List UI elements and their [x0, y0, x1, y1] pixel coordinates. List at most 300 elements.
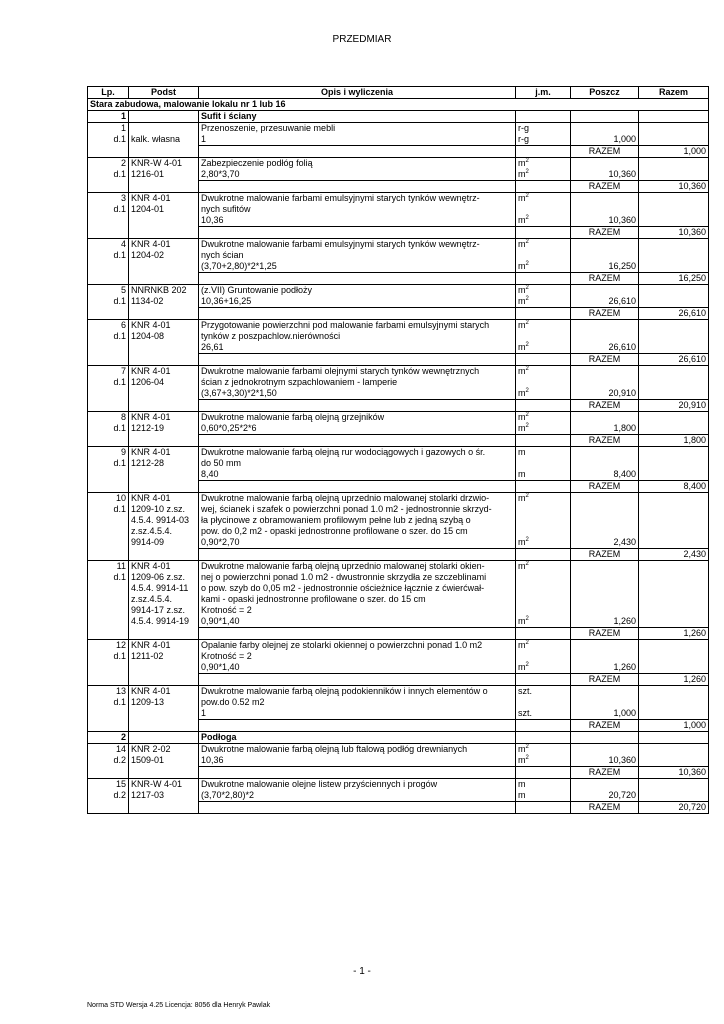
razem-label: RAZEM: [571, 435, 639, 447]
item-description: [199, 561, 516, 628]
item-poszcz: [571, 412, 639, 435]
spacer: [573, 583, 636, 594]
item-lp: 7 d.1: [88, 366, 129, 412]
item-razem-value: 10,360: [639, 227, 709, 239]
section-row: [88, 99, 709, 111]
header-podst: Podst: [129, 87, 199, 99]
item-description-text: Dwukrotne malowanie farbą olejną uprzednio malowanej stolarki drzwio- wej, ścianek i szafek o powierzchni ponad 1.0 m2 - jednostronnie skrzyd- ła płycinowe z obramowaniem profilowym pełne lub z jedną szybą o pow. do 0,2 m2 - opaski jednostronne profilowane o szer. do 15 cm: [201, 493, 492, 536]
item-description-text: Przenoszenie, przesuwanie mebli: [201, 123, 336, 133]
page-number: - 1 -: [353, 966, 371, 977]
item-unit-calc: $m^2$: [518, 423, 529, 433]
item-unit: [516, 493, 571, 549]
item-description-text: Dwukrotne malowanie farbą olejną podokienników i innych elementów o pow.do 0.52 m2: [201, 686, 488, 707]
group-row: [88, 111, 709, 123]
item-razem-empty: [639, 366, 709, 400]
item-poszcz-value: 1,260: [613, 662, 636, 672]
spacer: [518, 526, 568, 537]
item-razem-empty: [639, 158, 709, 181]
item-unit-top: $m^2$: [518, 640, 529, 650]
spacer: [573, 572, 636, 583]
total-empty: [199, 146, 516, 158]
item-unit: [516, 193, 571, 227]
item-row: [88, 320, 709, 354]
group-empty: [516, 111, 571, 123]
item-description: [199, 123, 516, 146]
document-title: PRZEDMIAR: [332, 34, 392, 45]
total-empty: [199, 273, 516, 285]
spacer: [518, 377, 568, 388]
spacer: [518, 504, 568, 515]
razem-label: RAZEM: [571, 481, 639, 493]
spacer: [573, 204, 636, 215]
item-podstawa: KNR 4-01 1209-10 z.sz. 4.5.4. 9914-03 z.sz.4.5.4. 9914-09: [129, 493, 199, 561]
spacer: [518, 651, 568, 662]
total-empty: [516, 481, 571, 493]
item-lp: 5 d.1: [88, 285, 129, 320]
spacer: [573, 651, 636, 662]
item-poszcz-value: 16,250: [608, 261, 636, 271]
footer-license: Norma STD Wersja 4.25 Licencja: 8056 dla Henryk Pawlak: [87, 1002, 271, 1009]
item-description: [199, 447, 516, 481]
item-razem-value: 16,250: [639, 273, 709, 285]
item-unit-top: m: [518, 447, 526, 457]
item-razem-value: 1,260: [639, 628, 709, 640]
item-razem-value: 10,360: [639, 181, 709, 193]
total-empty: [516, 146, 571, 158]
cost-estimate-table: [87, 86, 709, 814]
item-unit-calc: m: [518, 469, 526, 479]
item-calculation: 8,40: [201, 469, 219, 479]
item-description: [199, 493, 516, 549]
item-poszcz: [571, 447, 639, 481]
total-empty: [516, 181, 571, 193]
spacer: [573, 561, 636, 572]
item-lp: 8 d.1: [88, 412, 129, 447]
item-description: [199, 744, 516, 767]
item-razem-value: 1,800: [639, 435, 709, 447]
item-unit: [516, 123, 571, 146]
item-unit-calc: $m^2$: [518, 662, 529, 672]
item-poszcz: [571, 686, 639, 720]
item-poszcz: [571, 239, 639, 273]
item-description: [199, 285, 516, 308]
item-poszcz: [571, 285, 639, 308]
item-razem-empty: [639, 779, 709, 802]
item-calculation: 0,90*2,70: [201, 537, 240, 547]
razem-label: RAZEM: [571, 308, 639, 320]
total-empty: [199, 435, 516, 447]
item-unit: [516, 561, 571, 628]
item-unit-calc: $m^2$: [518, 261, 529, 271]
item-unit-calc: $m^2$: [518, 537, 529, 547]
total-empty: [199, 308, 516, 320]
spacer: [573, 515, 636, 526]
spacer: [573, 320, 636, 331]
item-calculation: 0,90*1,40: [201, 662, 240, 672]
total-empty: [516, 628, 571, 640]
spacer: [518, 331, 568, 342]
item-razem-value: 8,400: [639, 481, 709, 493]
item-description-text: Dwukrotne malowanie farbą olejną grzejników: [201, 412, 385, 422]
spacer: [518, 458, 568, 469]
total-empty: [516, 227, 571, 239]
item-description: [199, 640, 516, 674]
item-unit-top: $m^2$: [518, 285, 529, 295]
item-calculation: 1: [201, 708, 207, 718]
item-lp: 12 d.1: [88, 640, 129, 686]
item-row: [88, 447, 709, 481]
item-row: [88, 493, 709, 549]
item-lp: 2 d.1: [88, 158, 129, 193]
group-empty: [571, 111, 639, 123]
spacer: [573, 193, 636, 204]
spacer: [573, 285, 636, 296]
item-calculation: 26,61: [201, 342, 224, 352]
header-opis: Opis i wyliczenia: [199, 87, 516, 99]
item-podstawa: KNR 4-01 1212-28: [129, 447, 199, 493]
header-jm: j.m.: [516, 87, 571, 99]
item-poszcz: [571, 640, 639, 674]
razem-label: RAZEM: [571, 674, 639, 686]
item-razem-empty: [639, 285, 709, 308]
item-razem-value: 10,360: [639, 767, 709, 779]
table-header-row: [88, 87, 709, 99]
item-calculation: 10,36: [201, 215, 224, 225]
total-empty: [516, 767, 571, 779]
total-empty: [199, 628, 516, 640]
item-poszcz-value: 20,910: [608, 388, 636, 398]
item-poszcz-value: 20,720: [608, 790, 636, 800]
item-razem-value: 1,000: [639, 720, 709, 732]
item-podstawa: KNR 4-01 1204-02: [129, 239, 199, 285]
item-unit-calc: m: [518, 790, 526, 800]
total-empty: [516, 273, 571, 285]
item-row: [88, 640, 709, 674]
item-unit: [516, 744, 571, 767]
item-unit: [516, 640, 571, 674]
item-lp: 14 d.2: [88, 744, 129, 779]
item-row: [88, 744, 709, 767]
item-calculation: 1: [201, 134, 207, 144]
header-lp: Lp.: [88, 87, 129, 99]
total-empty: [516, 354, 571, 366]
item-podstawa: KNR 4-01 1204-01: [129, 193, 199, 239]
group-number: 1: [88, 111, 129, 123]
item-lp: 15 d.2: [88, 779, 129, 814]
group-empty: [639, 732, 709, 744]
item-calculation: (3,70*2,80)*2: [201, 790, 255, 800]
razem-label: RAZEM: [571, 146, 639, 158]
item-poszcz: [571, 561, 639, 628]
total-empty: [516, 549, 571, 561]
item-poszcz: [571, 158, 639, 181]
item-row: [88, 366, 709, 400]
spacer: [573, 412, 636, 423]
item-lp: 4 d.1: [88, 239, 129, 285]
spacer: [518, 250, 568, 261]
item-unit-top: m: [518, 779, 526, 789]
spacer: [573, 250, 636, 261]
item-poszcz-value: 8,400: [613, 469, 636, 479]
spacer: [573, 239, 636, 250]
spacer: [518, 605, 568, 616]
item-razem-empty: [639, 744, 709, 767]
item-podstawa: KNR 4-01 1209-13: [129, 686, 199, 732]
item-razem-empty: [639, 239, 709, 273]
spacer: [573, 447, 636, 458]
group-name: Sufit i ściany: [199, 111, 516, 123]
item-description: [199, 239, 516, 273]
item-poszcz-value: 26,610: [608, 342, 636, 352]
spacer: [573, 779, 636, 790]
item-unit-calc: $m^2$: [518, 215, 529, 225]
header-razem: Razem: [639, 87, 709, 99]
item-razem-value: 20,720: [639, 802, 709, 814]
item-poszcz-value: 2,430: [613, 537, 636, 547]
item-description-text: Dwukrotne malowanie farbą olejną lub ftalową podłóg drewnianych: [201, 744, 468, 754]
total-empty: [199, 354, 516, 366]
item-row: [88, 158, 709, 181]
item-podstawa: KNR 4-01 1204-08: [129, 320, 199, 366]
item-unit: [516, 285, 571, 308]
item-razem-empty: [639, 123, 709, 146]
item-description-text: Dwukrotne malowanie farbami emulsyjnymi starych tynków wewnętrz- nych sufitów: [201, 193, 480, 214]
group-empty: [516, 732, 571, 744]
spacer: [573, 744, 636, 755]
item-poszcz-value: 1,000: [613, 708, 636, 718]
total-empty: [199, 674, 516, 686]
spacer: [573, 377, 636, 388]
item-calculation: (3,67+3,30)*2*1,50: [201, 388, 277, 398]
item-poszcz-value: 26,610: [608, 296, 636, 306]
item-razem-empty: [639, 640, 709, 674]
razem-label: RAZEM: [571, 720, 639, 732]
item-unit-top: $m^2$: [518, 412, 529, 422]
item-poszcz-value: 1,000: [613, 134, 636, 144]
item-calculation: 10,36: [201, 755, 224, 765]
item-description-text: Opalanie farby olejnej ze stolarki okiennej o powierzchni ponad 1.0 m2 Krotność = 2: [201, 640, 483, 661]
item-description: [199, 779, 516, 802]
item-unit-top: $m^2$: [518, 366, 529, 376]
razem-label: RAZEM: [571, 354, 639, 366]
item-podstawa: NNRNKB 202 1134-02: [129, 285, 199, 320]
spacer: [518, 583, 568, 594]
razem-label: RAZEM: [571, 273, 639, 285]
item-unit-top: $m^2$: [518, 320, 529, 330]
section-title: Stara zabudowa, malowanie lokalu nr 1 lub 16: [88, 99, 709, 111]
item-calculation: 2,80*3,70: [201, 169, 240, 179]
group-empty: [571, 732, 639, 744]
item-row: [88, 686, 709, 720]
item-description: [199, 320, 516, 354]
total-empty: [516, 308, 571, 320]
spacer: [573, 123, 636, 134]
item-razem-empty: [639, 412, 709, 435]
spacer: [518, 515, 568, 526]
spacer: [573, 331, 636, 342]
item-row: [88, 239, 709, 273]
item-unit-top: r-g: [518, 123, 529, 133]
item-unit: [516, 320, 571, 354]
total-empty: [516, 435, 571, 447]
item-description: [199, 193, 516, 227]
total-empty: [199, 400, 516, 412]
spacer: [573, 640, 636, 651]
spacer: [573, 594, 636, 605]
item-description: [199, 366, 516, 400]
item-unit: [516, 779, 571, 802]
spacer: [518, 204, 568, 215]
razem-label: RAZEM: [571, 802, 639, 814]
razem-label: RAZEM: [571, 549, 639, 561]
item-razem-empty: [639, 686, 709, 720]
item-razem-empty: [639, 561, 709, 628]
item-description-text: Dwukrotne malowanie olejne listew przyściennych i progów: [201, 779, 438, 789]
group-name: Podłoga: [199, 732, 516, 744]
header-poszcz: Poszcz: [571, 87, 639, 99]
spacer: [573, 686, 636, 697]
item-unit-calc: $m^2$: [518, 616, 529, 626]
item-poszcz: [571, 779, 639, 802]
razem-label: RAZEM: [571, 400, 639, 412]
total-empty: [199, 481, 516, 493]
spacer: [518, 572, 568, 583]
total-empty: [199, 549, 516, 561]
group-row: [88, 732, 709, 744]
item-description-text: (z.VII) Gruntowanie podłoży: [201, 285, 313, 295]
item-unit-calc: $m^2$: [518, 755, 529, 765]
item-unit-calc: $m^2$: [518, 296, 529, 306]
item-poszcz: [571, 744, 639, 767]
group-number: 2: [88, 732, 129, 744]
item-row: [88, 412, 709, 435]
item-description-text: Dwukrotne malowanie farbą olejną rur wodociągowych i gazowych o śr. do 50 mm: [201, 447, 486, 468]
item-poszcz: [571, 123, 639, 146]
total-empty: [516, 674, 571, 686]
spacer: [573, 493, 636, 504]
item-unit: [516, 366, 571, 400]
total-empty: [199, 720, 516, 732]
item-row: [88, 561, 709, 628]
item-unit-top: $m^2$: [518, 561, 529, 571]
item-podstawa: KNR-W 4-01 1217-03: [129, 779, 199, 814]
item-unit-calc: $m^2$: [518, 342, 529, 352]
item-poszcz-value: 1,260: [613, 616, 636, 626]
total-empty: [199, 767, 516, 779]
total-empty: [199, 802, 516, 814]
item-lp: 3 d.1: [88, 193, 129, 239]
spacer: [573, 605, 636, 616]
total-empty: [199, 181, 516, 193]
spacer: [518, 697, 568, 708]
item-poszcz-value: 10,360: [608, 169, 636, 179]
item-calculation: 10,36+16,25: [201, 296, 252, 306]
item-unit: [516, 158, 571, 181]
spacer: [573, 526, 636, 537]
item-row: [88, 285, 709, 308]
item-description-text: Zabezpieczenie podłóg folią: [201, 158, 313, 168]
item-row: [88, 779, 709, 802]
spacer: [573, 504, 636, 515]
item-razem-value: 1,000: [639, 146, 709, 158]
item-description-text: Dwukrotne malowanie farbami olejnymi starych tynków wewnętrznych ścian z jednokrotnym szpachlowaniem - lamperie: [201, 366, 480, 387]
item-poszcz-value: 10,360: [608, 755, 636, 765]
item-description: [199, 686, 516, 720]
item-lp: 9 d.1: [88, 447, 129, 493]
item-description-text: Przygotowanie powierzchni pod malowanie farbami emulsyjnymi starych tynków z poszpachlow.nierówności: [201, 320, 490, 341]
item-lp: 13 d.1: [88, 686, 129, 732]
item-podstawa: KNR 2-02 1509-01: [129, 744, 199, 779]
item-razem-empty: [639, 320, 709, 354]
item-razem-value: 26,610: [639, 308, 709, 320]
item-unit: [516, 686, 571, 720]
spacer: [573, 697, 636, 708]
item-lp: 1 d.1: [88, 123, 129, 158]
item-podstawa: KNR-W 4-01 1216-01: [129, 158, 199, 193]
item-description-text: Dwukrotne malowanie farbami emulsyjnymi starych tynków wewnętrz- nych ścian: [201, 239, 480, 260]
total-empty: [516, 802, 571, 814]
item-description: [199, 158, 516, 181]
item-unit: [516, 447, 571, 481]
group-empty: [639, 111, 709, 123]
total-empty: [199, 227, 516, 239]
spacer: [573, 366, 636, 377]
item-podstawa: kalk. własna: [129, 123, 199, 158]
item-unit-top: $m^2$: [518, 493, 529, 503]
total-empty: [516, 720, 571, 732]
item-unit-calc: $m^2$: [518, 388, 529, 398]
item-calculation: 0,60*0,25*2*6: [201, 423, 257, 433]
item-poszcz-value: 1,800: [613, 423, 636, 433]
item-unit-top: $m^2$: [518, 239, 529, 249]
spacer: [518, 594, 568, 605]
item-lp: 11 d.1: [88, 561, 129, 640]
item-razem-value: 1,260: [639, 674, 709, 686]
item-unit-top: szt.: [518, 686, 533, 696]
item-poszcz: [571, 493, 639, 549]
razem-label: RAZEM: [571, 628, 639, 640]
item-podstawa: KNR 4-01 1211-02: [129, 640, 199, 686]
item-razem-empty: [639, 493, 709, 549]
item-razem-empty: [639, 447, 709, 481]
item-razem-value: 2,430: [639, 549, 709, 561]
item-unit: [516, 239, 571, 273]
razem-label: RAZEM: [571, 181, 639, 193]
item-unit-calc: szt.: [518, 708, 533, 718]
total-empty: [516, 400, 571, 412]
item-razem-empty: [639, 193, 709, 227]
group-empty: [129, 732, 199, 744]
item-poszcz: [571, 320, 639, 354]
group-empty: [129, 111, 199, 123]
item-razem-value: 26,610: [639, 354, 709, 366]
item-poszcz: [571, 193, 639, 227]
item-podstawa: KNR 4-01 1209-06 z.sz. 4.5.4. 9914-11 z.sz.4.5.4. 9914-17 z.sz. 4.5.4. 9914-19: [129, 561, 199, 640]
item-description: [199, 412, 516, 435]
item-unit-calc: $m^2$: [518, 169, 529, 179]
item-lp: 6 d.1: [88, 320, 129, 366]
item-unit-top: $m^2$: [518, 158, 529, 168]
spacer: [573, 158, 636, 169]
item-description-text: Dwukrotne malowanie farbą olejną uprzednio malowanej stolarki okien- nej o powierzchni ponad 1.0 m2 - dwustronnie skrzydła ze szczeblinami o pow. szyb do 0,05 m2 - jednostronnie ościeżnice łącznie z ćwierćwał- kami - opaski jednostronne profilowane o szer. do 15 cm Krotność = 2: [201, 561, 487, 615]
item-row: [88, 193, 709, 227]
item-unit: [516, 412, 571, 435]
item-poszcz-value: 10,360: [608, 215, 636, 225]
item-unit-top: $m^2$: [518, 744, 529, 754]
razem-label: RAZEM: [571, 767, 639, 779]
item-calculation: 0,90*1,40: [201, 616, 240, 626]
item-poszcz: [571, 366, 639, 400]
